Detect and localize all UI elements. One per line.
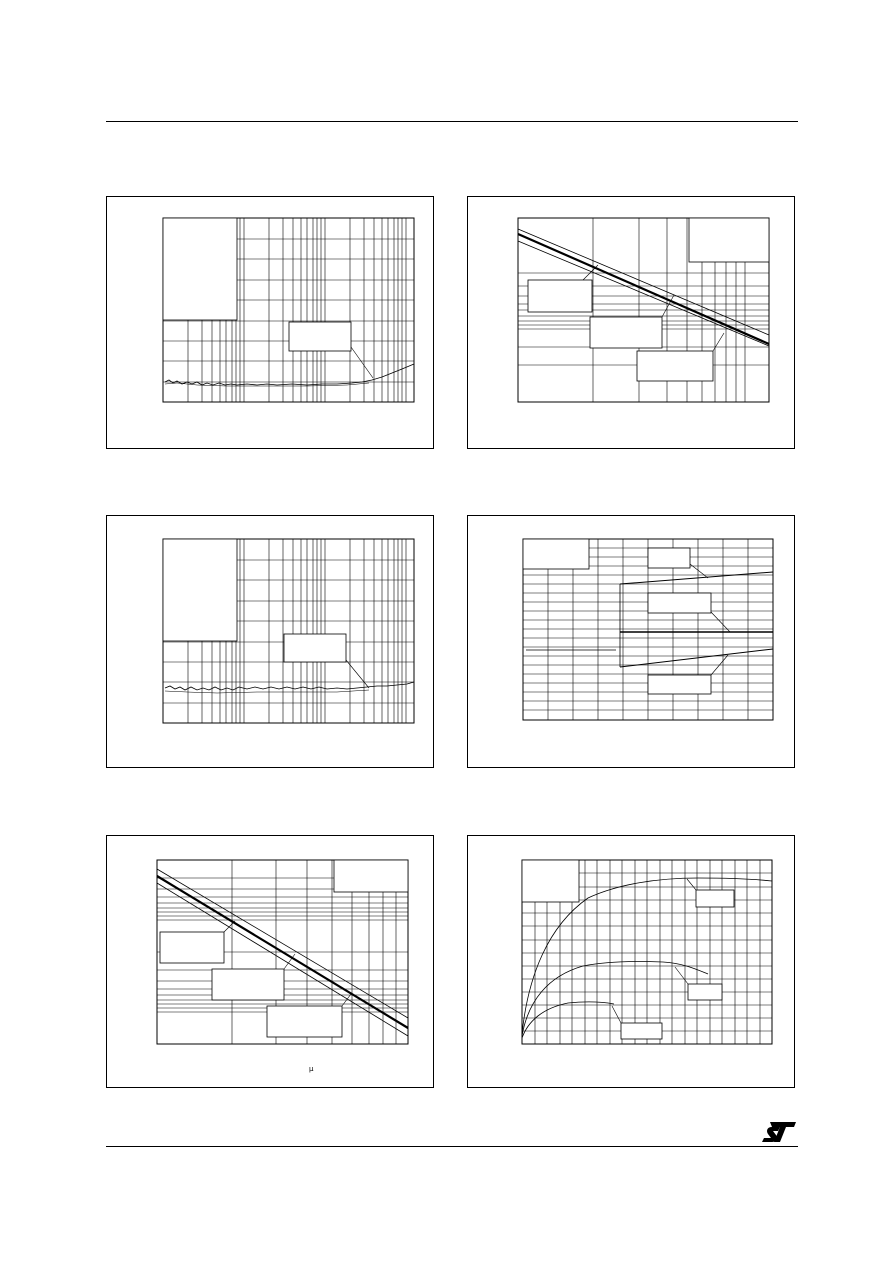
figure-2-plot xyxy=(468,197,798,450)
callout-box-1 xyxy=(648,548,690,568)
legend-box xyxy=(334,860,408,892)
curve-mid xyxy=(522,961,708,1036)
figure-6-plot xyxy=(468,836,798,1089)
figure-2-panel xyxy=(467,196,795,449)
callout-box-3 xyxy=(621,1023,662,1039)
series-top xyxy=(620,572,773,584)
curve-low xyxy=(522,1002,614,1038)
callout-box xyxy=(289,322,351,351)
legend-box xyxy=(689,218,769,262)
figure-3-panel xyxy=(106,515,434,768)
callout-box-2 xyxy=(648,593,711,613)
legend-box xyxy=(522,860,579,902)
callout-box-3 xyxy=(637,351,713,381)
callout-box-3 xyxy=(267,1006,342,1037)
st-logo xyxy=(760,1120,798,1144)
callout-box-1 xyxy=(160,932,224,963)
figure-1-panel xyxy=(106,196,434,449)
footer-rule xyxy=(106,1146,798,1147)
figure-4-plot xyxy=(468,516,798,769)
figure-1-plot xyxy=(107,197,435,450)
legend-box xyxy=(523,539,589,569)
callout-box-3 xyxy=(648,675,711,694)
figure-4-panel xyxy=(467,515,795,768)
callout-box-1 xyxy=(528,280,592,312)
legend-box xyxy=(163,539,237,641)
figure-5-panel xyxy=(106,835,434,1088)
mu-label: μ xyxy=(309,1065,314,1073)
figure-5-plot xyxy=(107,836,435,1089)
callout-box-2 xyxy=(688,984,722,1000)
callout-box-1 xyxy=(696,890,734,907)
callout-box-2 xyxy=(590,317,662,348)
legend-box xyxy=(163,218,237,320)
figure-3-plot xyxy=(107,516,435,769)
noise-curve xyxy=(165,682,414,690)
callout-box-2 xyxy=(212,969,284,1000)
header-rule xyxy=(106,121,798,122)
figure-6-panel xyxy=(467,835,795,1088)
series-bottom xyxy=(620,649,773,667)
callout-box xyxy=(284,634,346,662)
